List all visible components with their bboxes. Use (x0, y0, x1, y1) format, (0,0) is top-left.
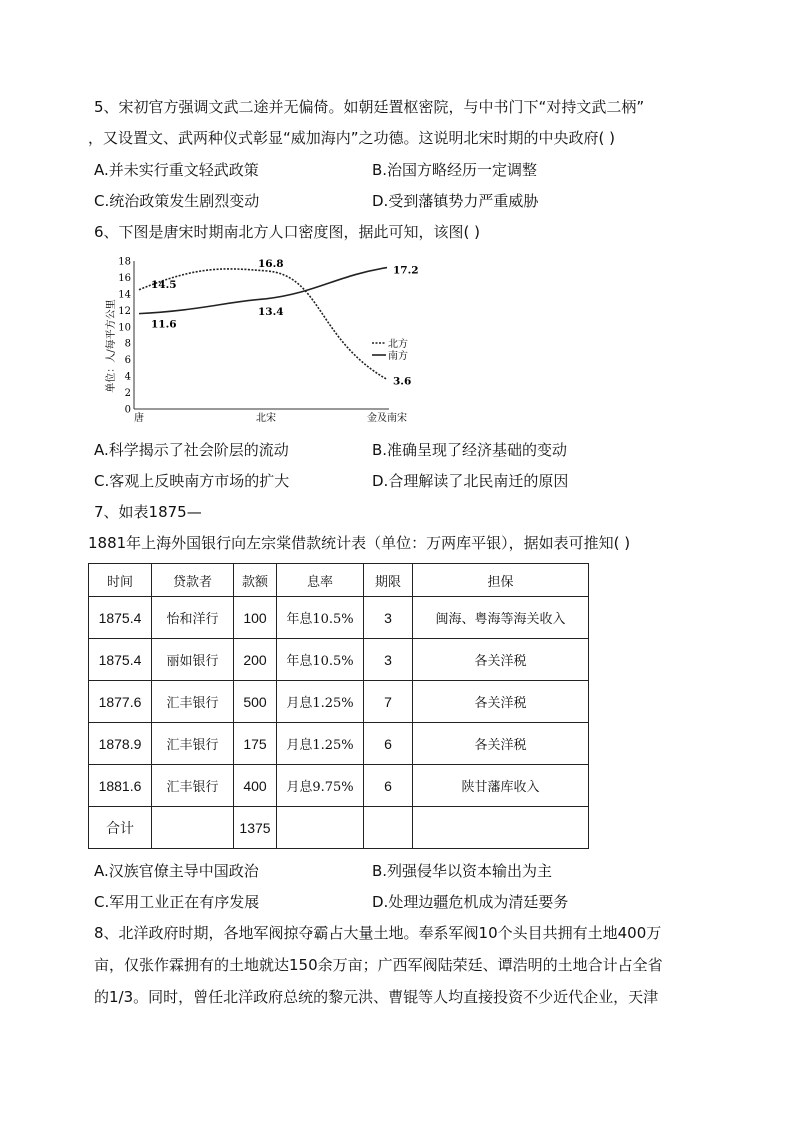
cell-rate: 年息10.5% (277, 597, 364, 639)
header-guarantee: 担保 (413, 564, 589, 597)
cell-term: 6 (364, 723, 413, 765)
cell-lender: 怡和洋行 (152, 597, 234, 639)
cell-rate: 年息10.5% (277, 639, 364, 681)
q5-stem-line1: 5、宋初官方强调文武二途并无偏倚。如朝廷置枢密院，与中书门下“对持文武二柄” (94, 98, 645, 116)
cell-total-amount: 1375 (234, 807, 277, 849)
cell-lender: 汇丰银行 (152, 765, 234, 807)
table-row (89, 681, 589, 723)
y-tick-label: 2 (124, 388, 131, 400)
header-lender: 贷款者 (152, 564, 234, 597)
cell-lender: 丽如银行 (152, 639, 234, 681)
cell-guarantee: 各关洋税 (413, 639, 589, 681)
y-tick-label: 0 (124, 404, 131, 416)
data-label: 13.4 (258, 305, 284, 318)
y-tick-label: 18 (118, 256, 131, 268)
cell-time: 1875.4 (89, 597, 152, 639)
header-rate: 息率 (277, 564, 364, 597)
cell-time: 1878.9 (89, 723, 152, 765)
q5-option-d: D.受到藩镇势力严重威胁 (372, 192, 539, 210)
table-row (89, 723, 589, 765)
cell-empty (364, 807, 413, 849)
cell-rate: 月息1.25% (277, 723, 364, 765)
cell-guarantee: 闽海、粤海等海关收入 (413, 597, 589, 639)
x-tick-label: 唐 (134, 413, 144, 424)
legend (372, 337, 408, 362)
y-tick-label: 4 (124, 371, 131, 383)
q6-stem: 6、下图是唐宋时期南北方人口密度图，据此可知，该图( ) (94, 223, 481, 241)
data-label: 14.5 (151, 278, 177, 291)
legend-south: 南方 (388, 351, 408, 362)
cell-amount: 100 (234, 597, 277, 639)
q8-stem-line3: 的1/3。同时，曾任北洋政府总统的黎元洪、曹锟等人均直接投资不少近代企业，天津 (94, 988, 659, 1006)
q7-option-a: A.汉族官僚主导中国政治 (94, 862, 259, 880)
data-label: 16.8 (258, 257, 284, 270)
x-tick-label: 北宋 (256, 413, 276, 424)
q8-stem-line2: 亩，仅张作霖拥有的土地就达150余万亩；广西军阀陆荣廷、谭浩明的土地合计占全省 (94, 956, 663, 974)
y-tick-label: 12 (118, 305, 131, 317)
cell-lender: 汇丰银行 (152, 723, 234, 765)
data-label: 17.2 (393, 264, 419, 277)
header-amount: 款额 (234, 564, 277, 597)
data-label: 11.6 (151, 318, 177, 331)
cell-term: 6 (364, 765, 413, 807)
cell-guarantee: 各关洋税 (413, 723, 589, 765)
cell-time: 1877.6 (89, 681, 152, 723)
data-label: 3.6 (393, 375, 412, 388)
table-row (89, 765, 589, 807)
header-term: 期限 (364, 564, 413, 597)
y-tick-label: 6 (124, 355, 131, 367)
q7-option-c: C.军用工业正在有序发展 (94, 893, 260, 911)
cell-guarantee: 陕甘藩库收入 (413, 765, 589, 807)
cell-term: 7 (364, 681, 413, 723)
q5-stem-line2: ，又设置文、武两种仪式彰显“威加海内”之功德。这说明北宋时期的中央政府( ) (88, 129, 616, 147)
cell-amount: 500 (234, 681, 277, 723)
table-row (89, 639, 589, 681)
cell-empty (152, 807, 234, 849)
table-header-row (89, 564, 589, 597)
cell-amount: 200 (234, 639, 277, 681)
population-density-chart (104, 254, 424, 434)
q5-option-b: B.治国方略经历一定调整 (372, 161, 538, 179)
x-tick-label: 金及南宋 (367, 413, 407, 424)
legend-north: 北方 (388, 339, 408, 350)
q8-stem-line1: 8、北洋政府时期，各地军阀掠夺霸占大量土地。奉系军阀10个头目共拥有土地400万 (94, 924, 662, 942)
q7-stem-line2: 1881年上海外国银行向左宗棠借款统计表（单位：万两库平银），据如表可推知( ) (88, 534, 631, 552)
cell-rate: 月息1.25% (277, 681, 364, 723)
cell-total-label: 合计 (89, 807, 152, 849)
cell-term: 3 (364, 597, 413, 639)
q5-option-c: C.统治政策发生剧烈变动 (94, 192, 260, 210)
q7-option-b: B.列强侵华以资本输出为主 (372, 862, 553, 880)
cell-guarantee: 各关洋税 (413, 681, 589, 723)
q6-option-b: B.准确呈现了经济基础的变动 (372, 441, 568, 459)
q6-option-c: C.客观上反映南方市场的扩大 (94, 472, 290, 490)
q7-stem-line1: 7、如表1875— (94, 503, 202, 521)
table-row (89, 597, 589, 639)
loan-table (88, 563, 589, 849)
table-total-row (89, 807, 589, 849)
cell-time: 1881.6 (89, 765, 152, 807)
y-tick-label: 16 (118, 272, 131, 284)
q5-option-a: A.并未实行重文轻武政策 (94, 161, 259, 179)
cell-empty (277, 807, 364, 849)
q6-option-d: D.合理解读了北民南迁的原因 (372, 472, 569, 490)
y-axis-label: 单位：人/每平方公里 (106, 299, 117, 393)
cell-amount: 175 (234, 723, 277, 765)
y-tick-label: 8 (124, 338, 131, 350)
cell-term: 3 (364, 639, 413, 681)
y-tick-label: 14 (118, 289, 131, 301)
cell-time: 1875.4 (89, 639, 152, 681)
header-time: 时间 (89, 564, 152, 597)
cell-lender: 汇丰银行 (152, 681, 234, 723)
y-tick-label: 10 (118, 322, 131, 334)
cell-amount: 400 (234, 765, 277, 807)
q6-option-a: A.科学揭示了社会阶层的流动 (94, 441, 289, 459)
q7-option-d: D.处理边疆危机成为清廷要务 (372, 893, 569, 911)
cell-empty (413, 807, 589, 849)
cell-rate: 月息9.75% (277, 765, 364, 807)
